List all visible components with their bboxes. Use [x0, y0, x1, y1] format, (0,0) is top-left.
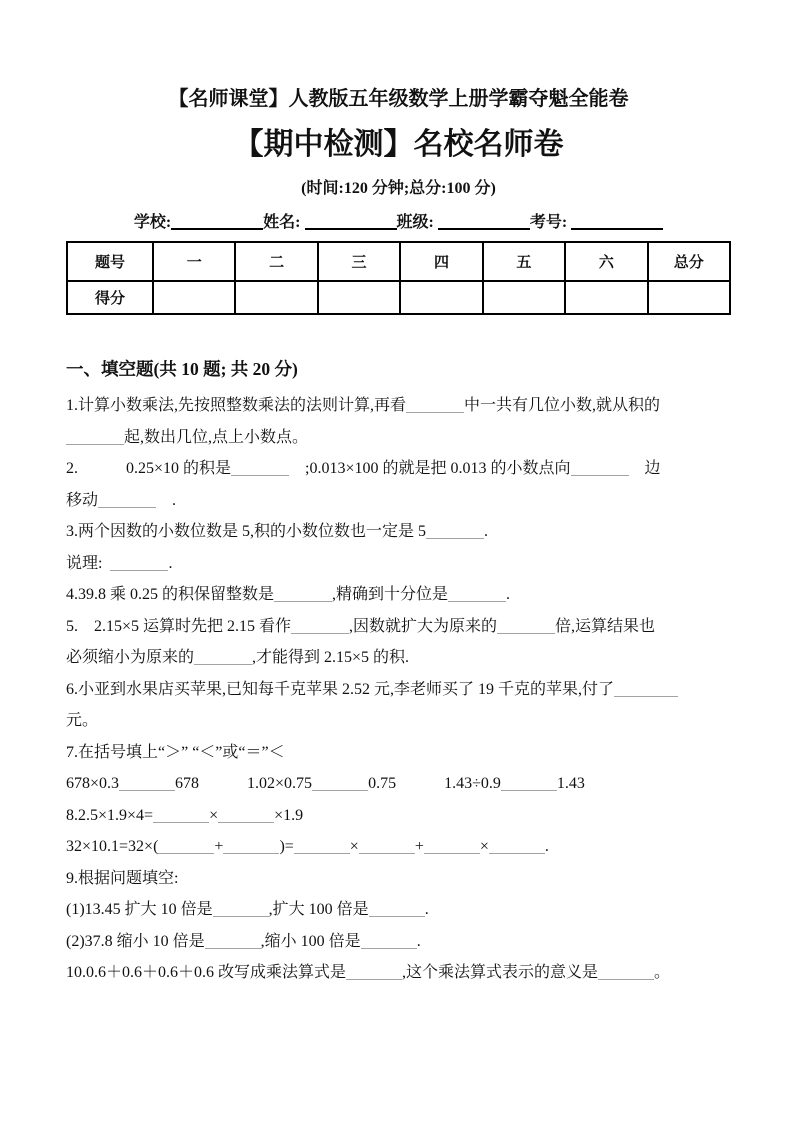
- question-text: 8.2.5×1.9×4=: [66, 806, 154, 824]
- question-text: (1)13.45 扩大 10 倍是: [66, 901, 213, 918]
- question-text: .: [156, 491, 177, 509]
- name-blank: [305, 214, 397, 230]
- question-text: ,扩大 100 倍是: [268, 901, 369, 918]
- answer-blank: [489, 839, 545, 854]
- question-text: )=: [279, 838, 294, 855]
- col-five: 五: [483, 242, 565, 281]
- score-label: 得分: [67, 281, 153, 314]
- answer-blank: [598, 965, 654, 980]
- question-text: 移动: [66, 491, 99, 509]
- question-text: .: [484, 523, 489, 540]
- name-label: 姓名:: [263, 214, 305, 231]
- answer-blank: [312, 776, 368, 791]
- question-text: ;0.013×100 的就是把 0.013 的小数点向: [289, 460, 571, 477]
- answer-blank: [361, 934, 417, 949]
- question-line: [66, 831, 731, 863]
- question-line: [66, 863, 731, 895]
- question-text: ×: [479, 838, 489, 855]
- question-text: 起,数出几位,点上小数点。: [124, 428, 309, 446]
- answer-blank: [501, 776, 557, 791]
- col-six: 六: [565, 242, 647, 281]
- question-line: [66, 548, 731, 580]
- exam-number-label: 考号:: [529, 214, 572, 231]
- col-three: 三: [318, 242, 400, 281]
- question-text: 1.计算小数乘法,先按照整数乘法的法则计算,再看: [66, 397, 407, 414]
- course-title: 【名师课堂】人教版五年级数学上册学霸夺魁全能卷: [168, 88, 629, 110]
- answer-blank: [213, 902, 269, 917]
- time-score-meta: (时间:120 分钟;总分:100 分): [301, 180, 496, 197]
- question-text: 必须缩小为原来的: [66, 649, 195, 666]
- question-text: 2. 0.25×10 的积是: [66, 460, 232, 477]
- answer-blank: [153, 808, 209, 823]
- question-text: (2)37.8 缩小 10 倍是: [66, 932, 205, 950]
- question-text: .: [544, 838, 549, 855]
- answer-blank: [119, 776, 175, 791]
- question-text: 32×10.1=32×(: [66, 838, 159, 855]
- question-text: ,因数就扩大为原来的: [349, 617, 498, 635]
- answer-blank: [218, 808, 274, 823]
- question-line: [66, 422, 731, 454]
- answer-blank: [98, 493, 156, 508]
- question-line: [66, 579, 731, 611]
- section-one-heading: 一、填空题(共 10 题; 共 20 分): [66, 359, 298, 379]
- answer-blank: [66, 430, 124, 445]
- answer-blank: [274, 587, 332, 602]
- score-cell: [153, 281, 235, 314]
- answer-blank: [359, 839, 415, 854]
- score-cell: [400, 281, 482, 314]
- score-table: [66, 241, 731, 315]
- answer-blank: [231, 461, 289, 476]
- question-text: 倍,运算结果也: [555, 617, 656, 635]
- exam-title: 【期中检测】名校名师卷: [233, 128, 564, 161]
- question-text: 5. 2.15×5 运算时先把 2.15 看作: [66, 617, 292, 635]
- answer-blank: [406, 398, 464, 413]
- question-line: [66, 957, 731, 989]
- question-text: 9.根据问题填空:: [66, 869, 179, 887]
- answer-blank: [369, 902, 425, 917]
- col-total: 总分: [648, 242, 730, 281]
- question-line: [66, 926, 731, 958]
- question-line: [66, 516, 731, 548]
- question-text: 10.0.6＋0.6＋0.6＋0.6 改写成乘法算式是: [66, 964, 347, 981]
- question-text: +: [414, 838, 424, 855]
- question-line: [66, 800, 731, 832]
- question-text: 6.小亚到水果店买苹果,已知每千克苹果 2.52 元,李老师买了 19 千克的苹果,付了: [66, 680, 615, 698]
- question-text: .: [168, 554, 173, 572]
- question-text: .: [424, 901, 429, 918]
- school-blank: [171, 214, 263, 230]
- answer-blank: [346, 965, 402, 980]
- question-line: [66, 453, 731, 485]
- question-text: 7.在括号填上“＞” “＜”或“＝”＜: [66, 743, 285, 761]
- answer-blank: [448, 587, 506, 602]
- answer-blank: [426, 524, 484, 539]
- question-text: ,缩小 100 倍是: [260, 932, 361, 950]
- answer-blank: [110, 556, 168, 571]
- question-line: [66, 737, 731, 769]
- exam-number-blank: [571, 214, 663, 230]
- question-line: [66, 674, 731, 706]
- answer-blank: [291, 619, 349, 634]
- question-line: [66, 894, 731, 926]
- school-label: 学校:: [133, 214, 172, 231]
- question-text: ,精确到十分位是: [332, 586, 449, 603]
- answer-blank: [571, 461, 629, 476]
- question-text: 说理:: [66, 554, 111, 572]
- col-four: 四: [400, 242, 482, 281]
- score-cell: [235, 281, 317, 314]
- question-text: ,这个乘法算式表示的意义是: [402, 964, 599, 981]
- question-text: 3.两个因数的小数位数是 5,积的小数位数也一定是 5: [66, 523, 427, 540]
- answer-blank: [424, 839, 480, 854]
- answer-blank: [614, 682, 678, 697]
- question-text: 中一共有几位小数,就从积的: [464, 397, 661, 414]
- answer-blank: [158, 839, 214, 854]
- question-text: ×: [209, 806, 219, 824]
- question-text: 边: [628, 460, 661, 477]
- question-text: 1.43: [556, 775, 585, 792]
- question-text: 0.75 1.43÷0.9: [368, 775, 501, 792]
- answer-blank: [223, 839, 279, 854]
- score-cell: [483, 281, 565, 314]
- answer-blank: [194, 650, 252, 665]
- score-cell: [565, 281, 647, 314]
- question-text: +: [214, 838, 224, 855]
- question-text: ×1.9: [274, 806, 304, 824]
- answer-blank: [205, 934, 261, 949]
- question-text: .: [416, 932, 421, 950]
- score-table-score-row: [67, 281, 730, 314]
- answer-blank: [497, 619, 555, 634]
- question-text: 4.39.8 乘 0.25 的积保留整数是: [66, 586, 275, 603]
- fill-in-questions: [66, 390, 731, 989]
- question-line: [66, 705, 731, 737]
- question-text: ,才能得到 2.15×5 的积.: [252, 649, 410, 666]
- class-label: 班级:: [396, 214, 438, 231]
- question-text: ×: [349, 838, 359, 855]
- col-two: 二: [235, 242, 317, 281]
- score-cell: [648, 281, 730, 314]
- col-one: 一: [153, 242, 235, 281]
- score-table-header-row: [67, 242, 730, 281]
- question-line: [66, 485, 731, 517]
- question-line: [66, 390, 731, 422]
- question-text: 元。: [66, 712, 99, 729]
- question-text: 678 1.02×0.75: [175, 775, 313, 792]
- question-line: [66, 768, 731, 800]
- question-text: 。: [654, 964, 671, 981]
- question-number-header: 题号: [67, 242, 153, 281]
- answer-blank: [294, 839, 350, 854]
- question-line: [66, 611, 731, 643]
- class-blank: [438, 214, 530, 230]
- question-text: .: [506, 586, 511, 603]
- score-cell: [318, 281, 400, 314]
- question-line: [66, 642, 731, 674]
- question-text: 678×0.3: [66, 775, 120, 792]
- student-info-line: [66, 211, 731, 235]
